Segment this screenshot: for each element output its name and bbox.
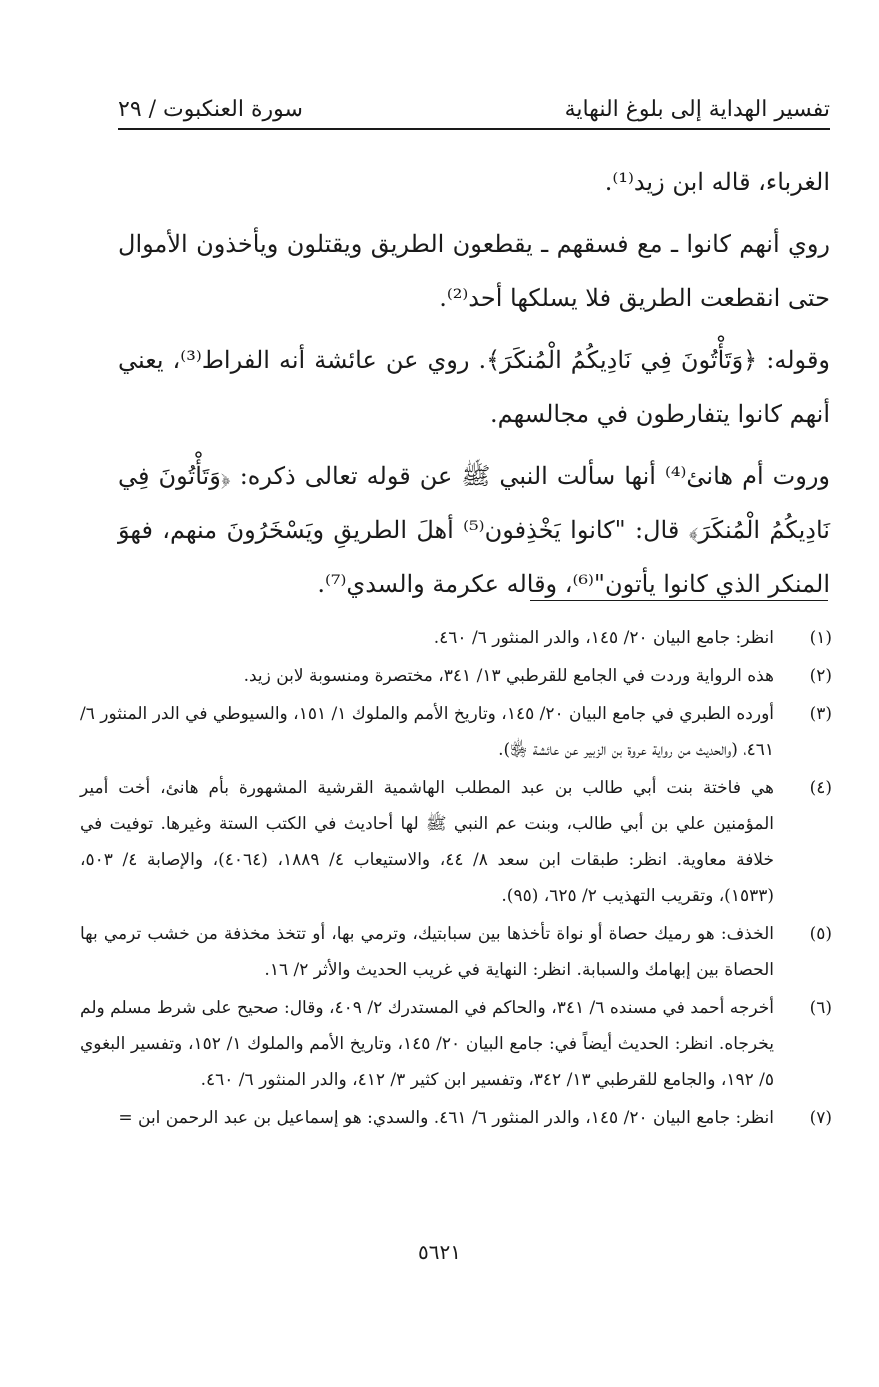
footnote [80, 620, 832, 656]
main-text [118, 155, 830, 619]
footnote [80, 696, 832, 768]
footnote [80, 658, 832, 694]
footnote-number: (٢) [809, 666, 832, 686]
paragraph: روي أنهم كانوا ـ مع فسقهم ـ يقطعون الطريق ويقتلون ويأخذون الأموال حتى انقطعت الطريق فلا يسلكها أحد⁽²⁾. [118, 230, 830, 312]
footnote [80, 1100, 832, 1136]
header-rule [118, 128, 830, 130]
footnote-number: (٧) [809, 1108, 832, 1128]
footnote-number: (٣) [809, 704, 832, 724]
footnote-text: هذه الرواية وردت في الجامع للقرطبي ١٣/ ٣٤١، مختصرة ومنسوبة لابن زيد. [243, 666, 774, 686]
footnote [80, 770, 832, 914]
footnote-text: انظر: جامع البيان ٢٠/ ١٤٥، والدر المنثور ٦/ ٤٦١. والسدي: هو إسماعيل بن عبد الرحمن ابن = [118, 1108, 774, 1128]
footnote-number: (٦) [809, 998, 832, 1018]
footnote [80, 916, 832, 988]
page-number: ٥٦٢١ [418, 1240, 461, 1264]
footnote-text: انظر: جامع البيان ٢٠/ ١٤٥، والدر المنثور ٦/ ٤٦٠. [433, 628, 774, 648]
paragraph: وقوله: ﴿وَتَأْتُونَ فِي نَادِيكُمُ الْمُنكَرَ﴾. روي عن عائشة أنه الفراط⁽³⁾، يعني أنهم كانوا يتفارطون في مجالسهم. [118, 346, 831, 428]
paragraph: وروت أم هانئ⁽⁴⁾ أنها سألت النبي ﷺ عن قوله تعالى ذكره: ﴿وَتَأْتُونَ فِي نَادِيكُمُ الْمُنكَرَ﴾ قال: "كانوا يَخْذِفون⁽⁵⁾ أهلَ الطريقِ ويَسْخَرُونَ منهم، فهوَ المنكر الذي كانوا يأتون"⁽⁶⁾، وقاله عكرمة والسدي⁽⁷⁾. [118, 462, 830, 598]
footnote [80, 990, 832, 1098]
footnote-text: أخرجه أحمد في مسنده ٦/ ٣٤١، والحاكم في المستدرك ٢/ ٤٠٩، وقال: صحيح على شرط مسلم ولم يخرجاه. انظر: الحديث أيضاً في: جامع البيان ٢٠/ ١٤٥، وتاريخ الأمم والملوك ١/ ١٥٢، وتفسير البغوي ٥/ ١٩٢، والجامع للقرطبي ١٣/ ٣٤٢، وتفسير ابن كثير ٣/ ٤١٢، والدر المنثور ٦/ ٤٦٠. [80, 998, 775, 1090]
running-header [118, 84, 830, 124]
footnote-text: هي فاختة بنت أبي طالب بن عبد المطلب الهاشمية القرشية المشهورة بأم هانئ، أخت أمير المؤمنين علي بن أبي طالب، وبنت عم النبي ﷺ لها أحاديث في الكتب الستة وغيرها. توفيت في خلافة معاوية. انظر: طبقات ابن سعد ٨/ ٤٤، والاستيعاب ٤/ ١٨٨٩، (٤٠٦٤)، والإصابة ٤/ ٥٠٣، (١٥٣٣)، وتقريب التهذيب ٢/ ٦٢٥، (٩٥). [80, 778, 775, 906]
footnotes [80, 620, 832, 1138]
footnote-number: (١) [809, 628, 832, 648]
footnote-number: (٤) [809, 778, 832, 798]
footnote-separator [530, 600, 828, 601]
paragraph: الغرباء، قاله ابن زيد⁽¹⁾. [604, 168, 830, 196]
surah-label: سورة العنكبوت / ٢٩ [118, 97, 303, 122]
book-title: تفسير الهداية إلى بلوغ النهاية [564, 97, 830, 122]
footnote-number: (٥) [809, 924, 832, 944]
footnote-text: الخذف: هو رميك حصاة أو نواة تأخذها بين سبابتيك، وترمي بها، أو تتخذ مخذفة من خشب ترمي بها الحصاة بين إبهامك والسبابة. انظر: النهاية في غريب الحديث والأثر ٢/ ١٦. [80, 924, 774, 980]
footnote-text: أورده الطبري في جامع البيان ٢٠/ ١٤٥، وتاريخ الأمم والملوك ١/ ١٥١، والسيوطي في الدر المنثور ٦/ ٤٦١، (والحديث من رواية عروة بن الزبير عن عائشة ﵂). [80, 704, 774, 760]
